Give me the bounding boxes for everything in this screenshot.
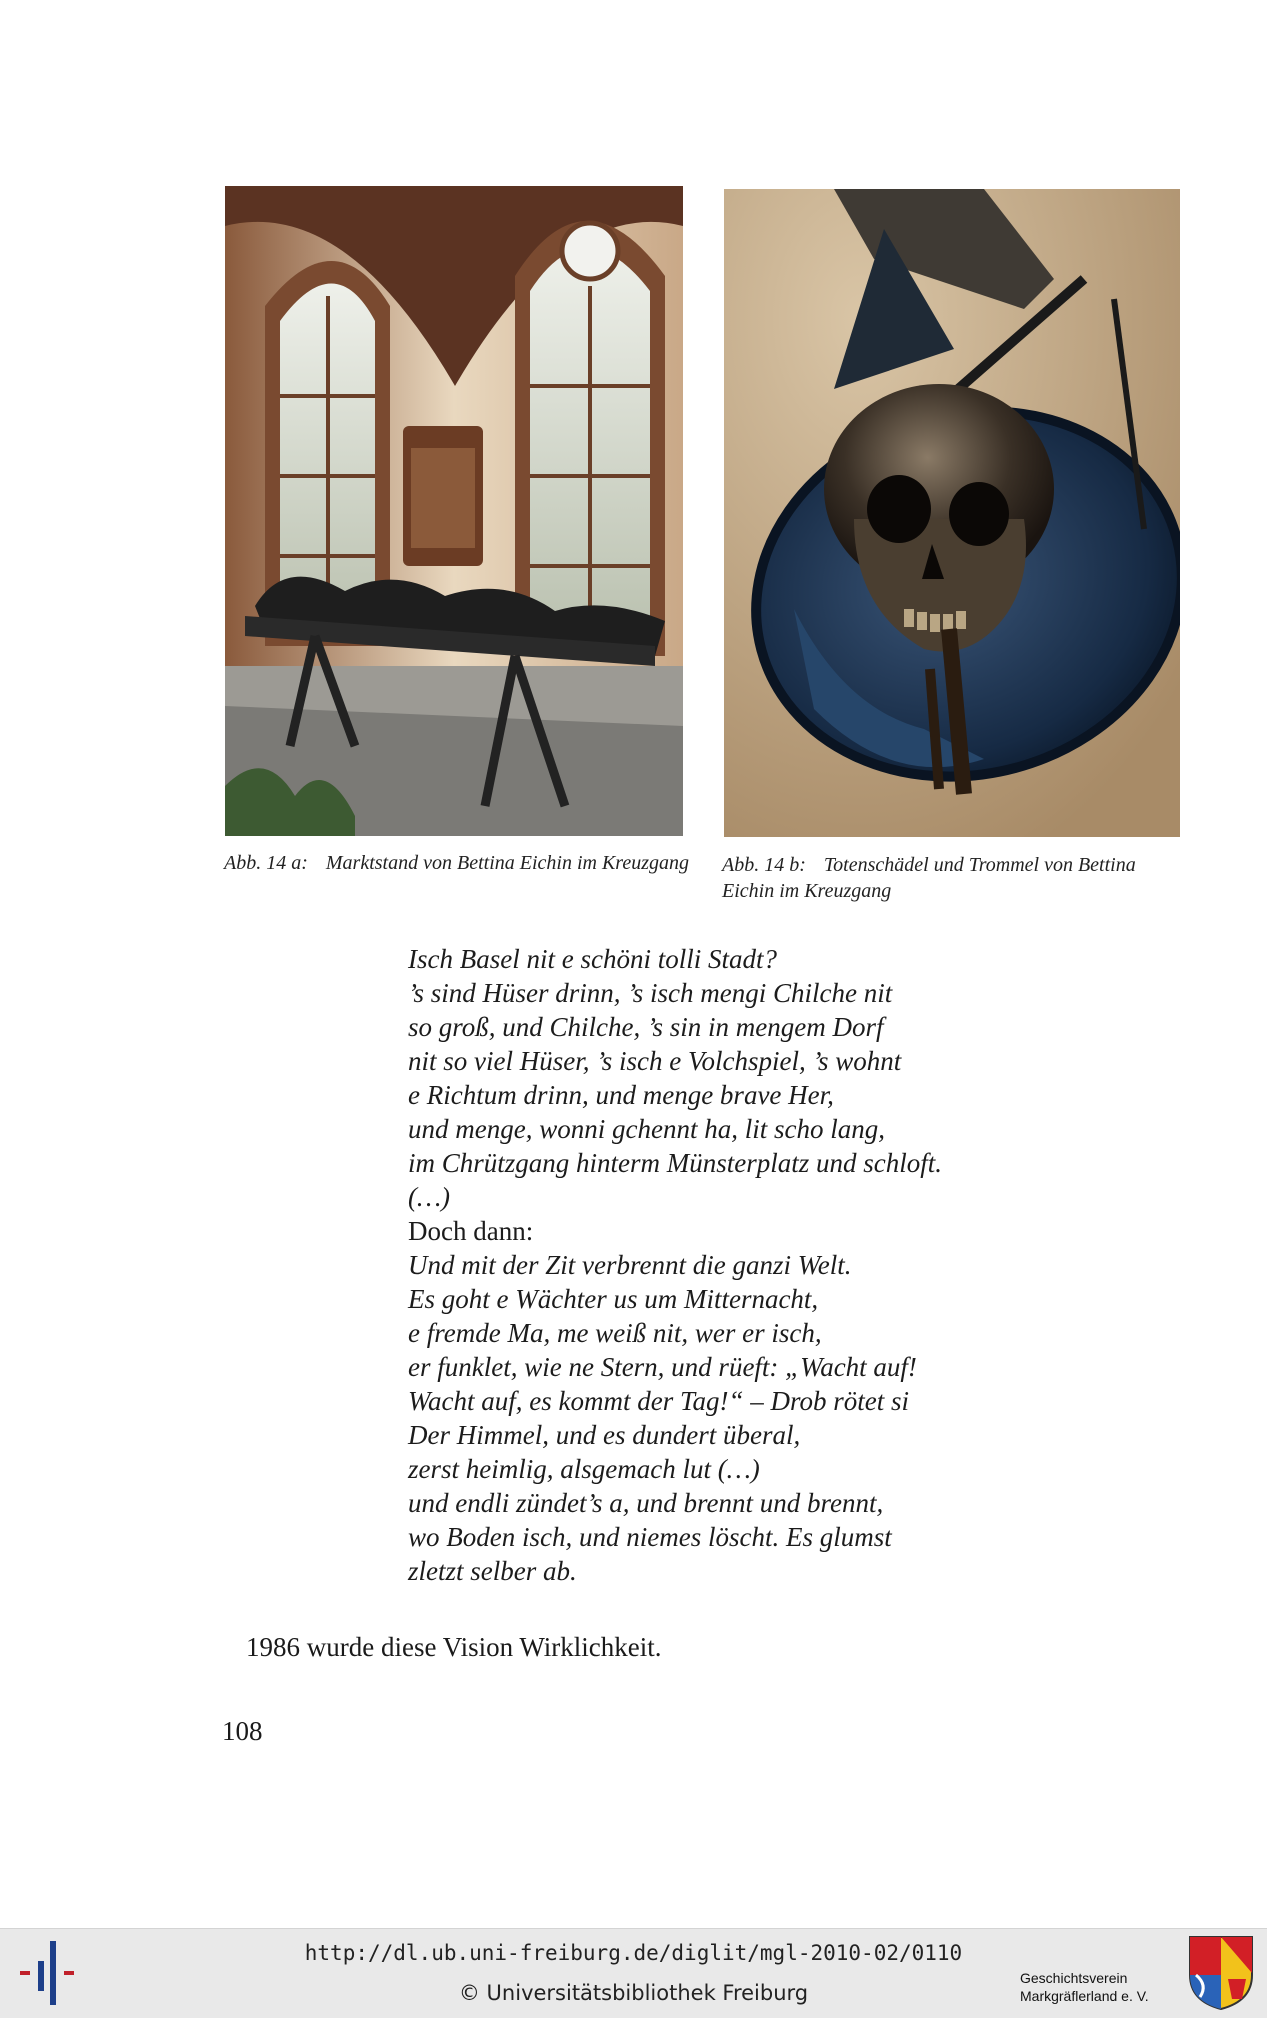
footer-bar: [0, 1928, 1267, 2018]
figure-14a-caption: [224, 850, 694, 876]
poem-line: so groß, und Chilche, ’s sin in mengem Dorf: [408, 1012, 884, 1042]
page-number: 108: [222, 1716, 263, 1746]
poem-line: e Richtum drinn, und menge brave Her,: [408, 1080, 834, 1110]
poem-line: wo Boden isch, und niemes löscht. Es glumst: [408, 1522, 892, 1552]
poem-line: Wacht auf, es kommt der Tag!“ – Drob rötet si: [408, 1386, 910, 1416]
poem-line: und endli zündet’s a, und brennt und brennt,: [408, 1488, 884, 1518]
skull-drum-photo: [724, 189, 1180, 837]
poem-line: zletzt selber ab.: [408, 1556, 577, 1586]
poem-line: Doch dann:: [408, 1216, 534, 1246]
poem-line: er funklet, wie ne Stern, und rüeft: „Wacht auf!: [408, 1352, 917, 1382]
poem-line: zerst heimlig, alsgemach lut (…): [408, 1454, 760, 1484]
poem-line: Isch Basel nit e schöni tolli Stadt?: [408, 944, 777, 974]
poem-line: und menge, wonni gchennt ha, lit scho lang,: [408, 1114, 885, 1144]
poem-line: Es goht e Wächter us um Mitternacht,: [408, 1284, 819, 1314]
society-crest-icon: [1188, 1935, 1254, 2011]
footer-copyright: © Universitätsbibliothek Freiburg: [458, 1981, 809, 2005]
poem-line: (…): [408, 1182, 450, 1212]
figure-14a-image: [225, 186, 683, 836]
poem-line: e fremde Ma, me weiß nit, wer er isch,: [408, 1318, 822, 1348]
poem-line: ’s sind Hüser drinn, ’s isch mengi Chilche nit: [408, 978, 893, 1008]
poem-line: Und mit der Zit verbrennt die ganzi Welt.: [408, 1250, 852, 1280]
society-name: [1020, 1969, 1149, 2005]
poem: [408, 942, 1048, 1588]
figure-14b-caption: [722, 852, 1188, 904]
figure-14a-label: Abb. 14 a:: [224, 852, 308, 874]
society-name-line2: Markgräflerland e. V.: [1020, 1988, 1149, 2004]
figure-14b-image: [724, 189, 1180, 837]
closing-paragraph: 1986 wurde diese Vision Wirklichkeit.: [246, 1632, 662, 1662]
figure-14a-caption-text: Marktstand von Bettina Eichin im Kreuzgang: [325, 852, 689, 874]
poem-line: im Chrützgang hinterm Münsterplatz und schloft.: [408, 1148, 943, 1178]
cloister-photo: [225, 186, 683, 836]
poem-line: nit so viel Hüser, ’s isch e Volchspiel, ’s wohnt: [408, 1046, 902, 1076]
footer-url-link[interactable]: http://dl.ub.uni-freiburg.de/diglit/mgl-2010-02/0110: [304, 1941, 963, 1965]
poem-line: Der Himmel, und es dundert überal,: [408, 1420, 801, 1450]
figure-14b-label: Abb. 14 b:: [722, 854, 806, 876]
society-name-line1: Geschichtsverein: [1020, 1970, 1128, 1986]
figure-14b-caption-text: Totenschädel und Trommel von Bettina Eichin im Kreuzgang: [722, 854, 1136, 902]
